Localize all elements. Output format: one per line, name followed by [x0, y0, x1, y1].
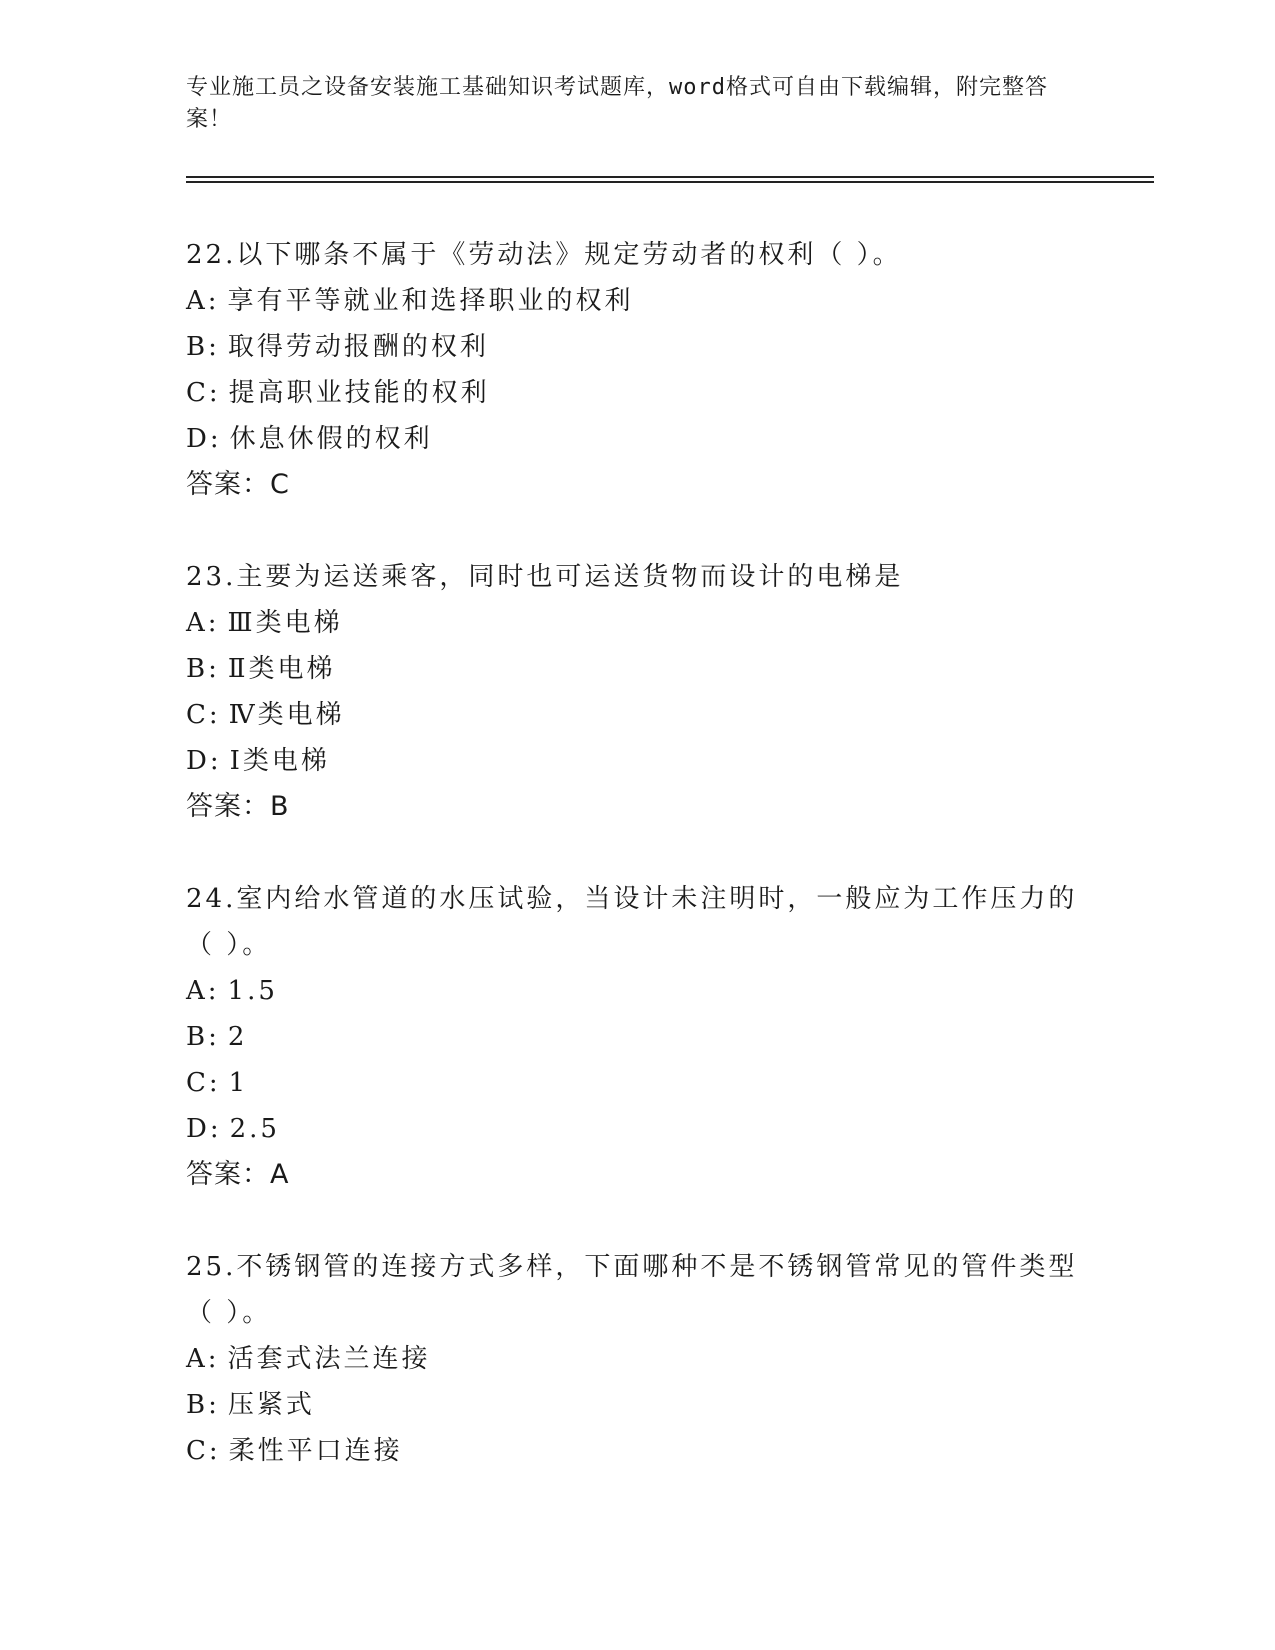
- question-23: [186, 554, 1086, 830]
- option-text: 提高职业技能的权利: [228, 378, 490, 408]
- option-text: Ⅳ类电梯: [228, 700, 345, 730]
- option-key: A:: [186, 976, 220, 1006]
- option-text: Ⅰ类电梯: [229, 746, 330, 776]
- option-key: B:: [186, 1022, 220, 1052]
- option-a: [186, 278, 1086, 324]
- question-stem: 25.不锈钢管的连接方式多样，下面哪种不是不锈钢管常见的管件类型（ ）。: [186, 1252, 1078, 1328]
- header-divider-bottom: [186, 181, 1154, 183]
- option-d: [186, 738, 1086, 784]
- option-text: 取得劳动报酬的权利: [227, 332, 489, 362]
- option-c: [186, 1428, 1086, 1474]
- option-d: [186, 416, 1086, 462]
- option-text: 1.5: [227, 976, 278, 1006]
- option-text: Ⅱ类电梯: [227, 654, 336, 684]
- option-text: 2: [227, 1022, 248, 1052]
- option-key: C:: [186, 1068, 221, 1098]
- option-c: [186, 1060, 1086, 1106]
- option-key: D:: [186, 746, 222, 776]
- option-c: [186, 370, 1086, 416]
- option-key: B:: [186, 1390, 220, 1420]
- option-key: A:: [186, 1344, 220, 1374]
- question-24: [186, 876, 1086, 1198]
- option-a: [186, 968, 1086, 1014]
- question-22: [186, 232, 1086, 508]
- question-25: [186, 1244, 1086, 1474]
- option-text: 活套式法兰连接: [227, 1344, 431, 1374]
- question-list: [186, 232, 1086, 1520]
- option-c: [186, 692, 1086, 738]
- option-key: D:: [186, 1114, 222, 1144]
- option-key: D:: [186, 424, 222, 454]
- option-text: Ⅲ类电梯: [227, 608, 343, 638]
- option-key: B:: [186, 332, 220, 362]
- option-text: 柔性平口连接: [228, 1436, 403, 1466]
- question-stem: 24.室内给水管道的水压试验，当设计未注明时，一般应为工作压力的（ ）。: [186, 884, 1078, 960]
- option-a: [186, 1336, 1086, 1382]
- option-b: [186, 646, 1086, 692]
- option-a: [186, 600, 1086, 646]
- question-stem: 22.以下哪条不属于《劳动法》规定劳动者的权利（ ）。: [186, 240, 902, 270]
- header-divider-top: [186, 176, 1154, 178]
- option-text: 2.5: [229, 1114, 280, 1144]
- option-key: B:: [186, 654, 220, 684]
- option-key: A:: [186, 608, 220, 638]
- option-b: [186, 324, 1086, 370]
- document-header: 专业施工员之设备安装施工基础知识考试题库，word格式可自由下载编辑，附完整答案！: [186, 75, 1048, 132]
- option-d: [186, 1106, 1086, 1152]
- option-b: [186, 1382, 1086, 1428]
- option-text: 1: [228, 1068, 249, 1098]
- option-text: 压紧式: [227, 1390, 315, 1420]
- option-text: 休息休假的权利: [229, 424, 433, 454]
- option-key: C:: [186, 1436, 221, 1466]
- option-b: [186, 1014, 1086, 1060]
- option-text: 享有平等就业和选择职业的权利: [227, 286, 634, 316]
- question-stem: 23.主要为运送乘客，同时也可运送货物而设计的电梯是: [186, 562, 904, 592]
- answer-line: 答案：A: [186, 1159, 290, 1190]
- answer-line: 答案：C: [186, 469, 290, 500]
- option-key: A:: [186, 286, 220, 316]
- answer-line: 答案：B: [186, 791, 290, 822]
- option-key: C:: [186, 700, 221, 730]
- option-key: C:: [186, 378, 221, 408]
